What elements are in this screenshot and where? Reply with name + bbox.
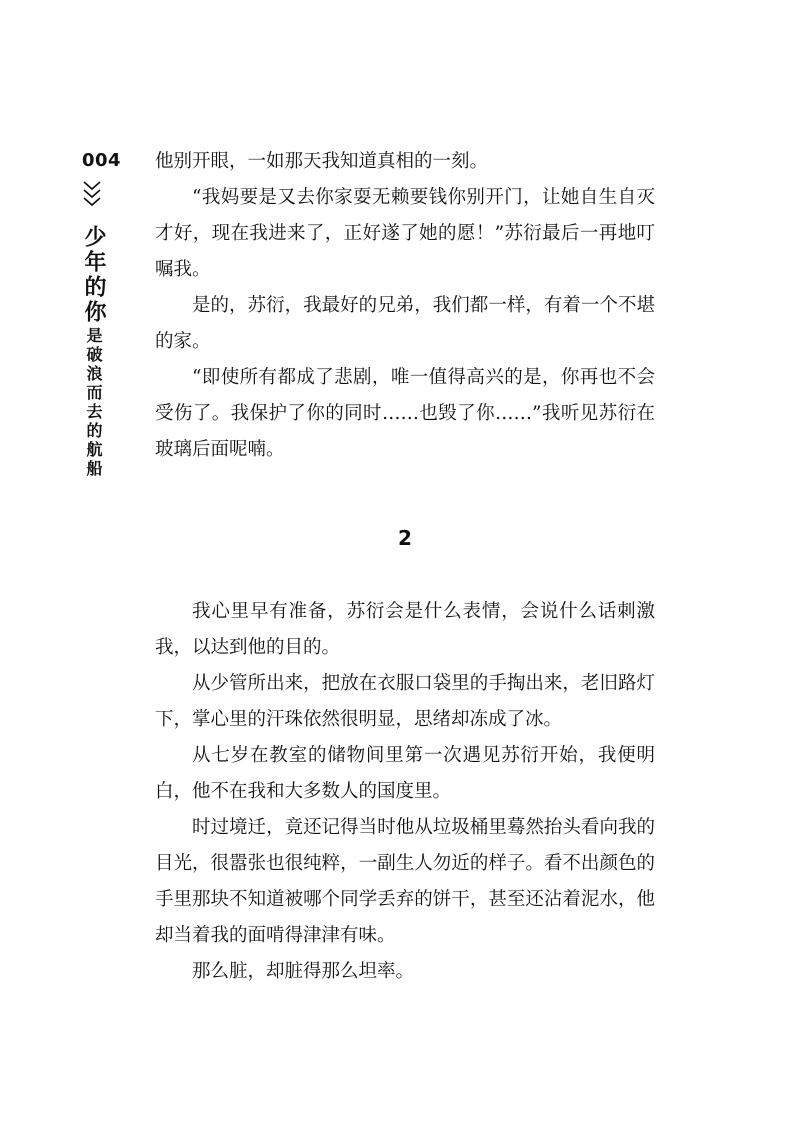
paragraph: 从七岁在教室的储物间里第一次遇见苏衍开始，我便明白，他不在我和大多数人的国度里。 [155,745,655,802]
paragraph: 是的，苏衍，我最好的兄弟，我们都一样，有着一个不堪的家。 [155,295,655,352]
spine-title-sub: 是破浪而去的航船 [84,327,103,479]
spine-title-main: 少年的你 [81,225,106,325]
paragraph: 从少管所出来，把放在衣服口袋里的手掏出来，老旧路灯下，掌心里的汗珠依然很明显，思绪却冻成了冰。 [155,673,655,730]
paragraph: 我心里早有准备，苏衍会是什么表情，会说什么话刺激我，以达到他的目的。 [155,601,655,658]
main-text [155,144,655,990]
paragraph: 那么脏，却脏得那么坦率。 [192,961,415,982]
paragraph: 时过境迁，竟还记得当时他从垃圾桶里蓦然抬头看向我的目光，很嚣张也很纯粹，一副生人勿近的样子。看不出颜色的手里那块不知道被哪个同学丢弃的饼干，甚至还沾着泥水，他却当着我的面啃得津津有味。 [155,817,655,946]
page-number: 004 [82,150,122,171]
paragraph: “我妈要是又去你家耍无赖要钱你别开门，让她自生自灭才好，现在我进来了，正好遂了她的愿！”苏衍最后一再地叮嘱我。 [155,187,655,280]
paragraph: 他别开眼，一如那天我知道真相的一刻。 [155,151,489,172]
section-number: 2 [398,526,412,550]
chevron-down-icon [80,178,104,218]
paragraph: “即使所有都成了悲剧，唯一值得高兴的是，你再也不会受伤了。我保护了你的同时……也毁了你……”我听见苏衍在玻璃后面呢喃。 [155,367,655,460]
spine-title [80,225,106,479]
